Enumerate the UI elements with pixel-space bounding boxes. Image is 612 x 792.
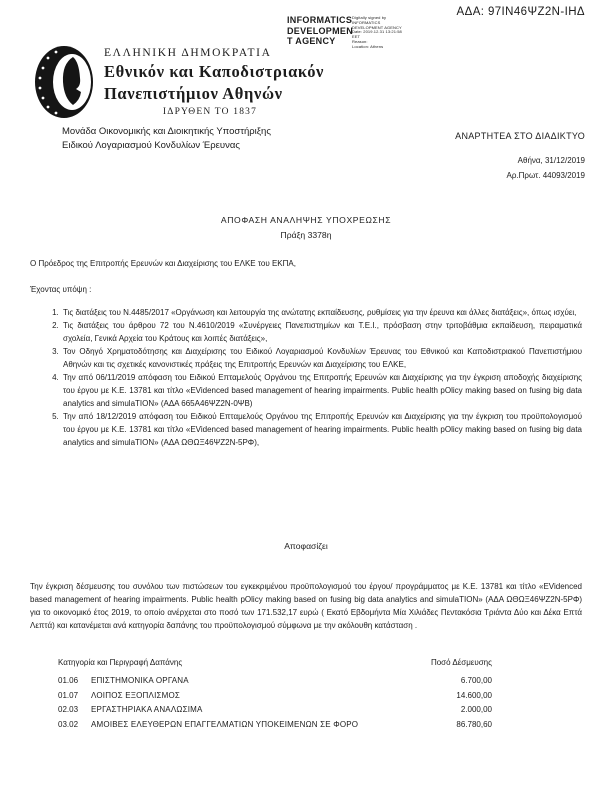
expense-code: 02.03: [58, 705, 79, 715]
expense-amount: 86.780,60: [456, 719, 492, 729]
budget-table-header: [58, 658, 506, 667]
expense-code: 01.07: [58, 690, 79, 700]
document-date: Αθήνα, 31/12/2019: [517, 156, 585, 165]
consideration-item: 2. Τις διατάξεις του άρθρου 72 του Ν.4610/2019 «Συνέργειες Πανεπιστημίων και Τ.Ε.Ι., πρόσβαση στην τριτοβάθμια εκπαίδευση, πειραματικά σχολεία, Γενικά Αρχεία του Κράτους και λοιπές διατάξεις»,: [61, 319, 582, 345]
decision-heading: Αποφασίζει: [284, 541, 328, 551]
expense-description: ΛΟΙΠΟΣ ΕΞΟΠΛΙΣΜΟΣ: [91, 690, 181, 700]
university-name-line1: Εθνικόν και Καποδιστριακόν: [104, 62, 325, 81]
expense-description: ΕΡΓΑΣΤΗΡΙΑΚΑ ΑΝΑΛΩΣΙΜΑ: [91, 705, 203, 715]
budget-table: [58, 658, 506, 734]
column-header-category: Κατηγορία και Περιγραφή Δαπάνης: [58, 658, 183, 667]
consideration-item: 3. Τον Οδηγό Χρηματοδότησης και Διαχείρισης του Ειδικού Λογαριασμού Κονδυλίων Έρευνας του Εθνικού και Καποδιστριακού Πανεπιστήμιου Αθηνών και τις σχετικές κανονιστικές πράξεις της Επιτροπής Ερευνών και Διαχείρισης του ΕΛΚΕ,: [61, 345, 582, 371]
expense-code: 03.02: [58, 719, 79, 729]
expense-description: ΑΜΟΙΒΕΣ ΕΛΕΥΘΕΡΩΝ ΕΠΑΓΓΕΛΜΑΤΙΩΝ ΥΠΟΚΕΙΜΕΝΩΝ ΣΕ ΦΟΡΟ: [91, 719, 359, 729]
hellenic-republic-label: ΕΛΛΗΝΙΚΗ ΔΗΜΟΚΡΑΤΙΑ: [104, 47, 272, 59]
having-regard-label: Έχοντας υπόψη :: [30, 285, 92, 294]
table-row: [58, 691, 506, 706]
table-row: [58, 676, 506, 691]
consideration-item: 5. Την από 18/12/2019 απόφαση του Ειδικού Επταμελούς Οργάνου της Επιτροπής Ερευνών και Διαχείρισης για την έγκριση του προϋπολογισμού του έργου με Κ.Ε. 13781 και τίτλο «EVidenced based management of hearing impairments. Public health pOlicy making based on fusing big data analytics and simulaTION» (ΑΔΑ ΩΘΩΞ46ΨΖ2Ν-5ΡΦ),: [61, 410, 582, 449]
document-subtitle: Πράξη 3378η: [280, 230, 332, 240]
expense-description: ΕΠΙΣΤΗΜΟΝΙΚΑ ΟΡΓΑΝΑ: [91, 676, 189, 685]
publish-notice: ΑΝΑΡΤΗΤΕΑ ΣΤΟ ΔΙΑΔΙΚΤΥΟ: [455, 131, 585, 141]
university-emblem-icon: [33, 44, 99, 125]
founded-label: ΙΔΡΥΘΕΝ ΤΟ 1837: [162, 107, 258, 117]
unit-name-line1: Μονάδα Οικονομικής και Διοικητικής Υποστήριξης: [62, 126, 271, 137]
column-header-amount: Ποσό Δέσμευσης: [430, 658, 492, 667]
table-row: [58, 720, 506, 735]
expense-amount: 2.000,00: [460, 705, 492, 715]
protocol-number: Αρ.Πρωτ. 44093/2019: [506, 171, 585, 180]
expense-amount: 6.700,00: [460, 676, 492, 685]
considerations-list: [46, 306, 582, 449]
signature-agency-name: INFORMATICS DEVELOPMEN T AGENCY: [287, 15, 354, 46]
expense-code: 01.06: [58, 676, 79, 685]
ada-code: ΑΔΑ: 97ΙΝ46ΨΖ2Ν-ΙΗΔ: [456, 6, 585, 18]
university-name-line2: Πανεπιστήμιον Αθηνών: [104, 84, 283, 103]
document-title: ΑΠΟΦΑΣΗ ΑΝΑΛΗΨΗΣ ΥΠΟΧΡΕΩΣΗΣ: [220, 215, 392, 225]
unit-name-line2: Ειδικού Λογαριασμού Κονδυλίων Έρευνας: [62, 140, 240, 151]
decision-body: Την έγκριση δέσμευσης του συνόλου των πιστώσεων του εγκεκριμένου προϋπολογισμού του έργου/ προγράμματος με Κ.Ε. 13781 και τίτλο «EVidenced based management of hearing impairments. Public health pOlicy making based on fusing big data analytics and simulaTION» (ΑΔΑ ΩΘΩΞ46ΨΖ2Ν-5ΡΦ) για το οικονομικό έτος 2019, το οποίο ανέρχεται στο ποσό των 171.532,17 ευρώ ( Εκατό Εβδομήντα Μία Χιλιάδες Πεντακόσια Τριάντα Δύο και Δέκα Επτά Λεπτά) και κατανέμεται ανά κατηγορία δαπάνης του προϋπολογισμού σύμφωνα με την ακόλουθη κατάσταση .: [30, 582, 582, 630]
consideration-item: 4. Την από 06/11/2019 απόφαση του Ειδικού Επταμελούς Οργάνου της Επιτροπής Ερευνών και Διαχείρισης για την έγκριση αποδοχής διαχείρισης του έργου με Κ.Ε. 13781 και τίτλο «EVidenced based management of hearing impairments. Public health pOlicy making based on fusing big data analytics and simulaTION» (ΑΔΑ 665Α46ΨΖ2Ν-0ΨΒ): [61, 371, 582, 410]
expense-amount: 14.600,00: [456, 690, 492, 700]
signature-details: Digitally signed by INFORMATICS DEVELOPMENT AGENCY Date: 2019.12.31 13:21:58 EET Reason: Location: Athens: [352, 15, 402, 49]
consideration-item: 1. Τις διατάξεις του Ν.4485/2017 «Οργάνωση και λειτουργία της ανώτατης εκπαίδευσης, ρυθμίσεις για την έρευνα και άλλες διατάξεις», όπως ισχύει,: [61, 306, 582, 319]
table-row: [58, 705, 506, 720]
digital-signature-stamp: [287, 15, 417, 50]
opening-statement: Ο Πρόεδρος της Επιτροπής Ερευνών και Διαχείρισης του ΕΛΚΕ του ΕΚΠΑ,: [30, 259, 296, 268]
